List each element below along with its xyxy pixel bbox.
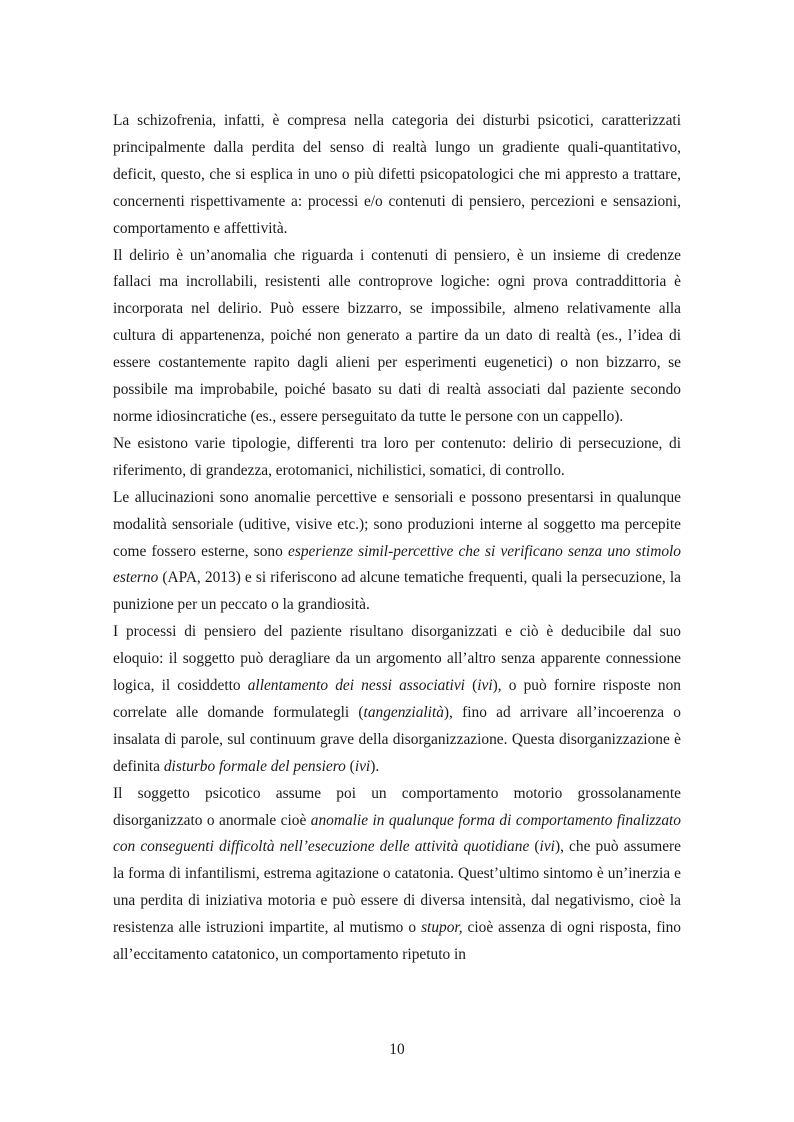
italic-text-run: disturbo formale del pensiero — [163, 757, 346, 775]
text-run: ), che può assumere la forma di infantilismi, estrema agitazione o catatonia. Quest’ultimo sintomo è un’inerzia e una perdita di iniziativa motoria e può essere di diversa intensità, dal negativismo, cioè la resistenza alle istruzioni impartite, al mutismo o — [113, 838, 681, 937]
paragraph — [113, 619, 681, 780]
italic-text-run: esperienze simil-percettive che si verificano senza uno stimolo esterno — [113, 542, 681, 587]
page-number: 10 — [389, 1041, 405, 1058]
text-run: Le allucinazioni sono anomalie percettive e sensoriali e possono presentarsi in qualunque modalità sensoriale (uditive, visive etc.); sono produzioni interne al soggetto ma percepite come fossero esterne, sono — [113, 488, 681, 560]
text-run: ( — [529, 838, 540, 856]
italic-text-run: ivi — [477, 677, 493, 695]
text-run: ), o può fornire risposte non correlate alle domande formulategli ( — [113, 677, 681, 721]
text-run: Il soggetto psicotico assume poi un comportamento motorio grossolanamente disorganizzato o anormale cioè — [113, 784, 681, 829]
italic-text-run: allentamento dei nessi associativi — [247, 677, 465, 695]
paragraph — [113, 431, 681, 485]
paragraph — [113, 781, 681, 969]
italic-text-run: stupor, — [421, 919, 463, 937]
text-run: ), fino ad arrivare all’incoerenza o insalata di parole, sul continuum grave della disorganizzazione. Questa disorganizzazione è definita — [113, 703, 682, 775]
text-run: La schizofrenia, infatti, è compresa nella categoria dei disturbi psicotici, caratterizzati principalmente dalla perdita del senso di realtà lungo un gradiente quali-quantitativo, deficit, questo, che si esplica in uno o più difetti psicopatologici che mi appresto a trattare, concernenti rispettivamente a: processi e/o contenuti di pensiero, percezioni e sensazioni, comportamento e affettività. — [113, 112, 681, 237]
paragraph — [113, 485, 681, 620]
italic-text-run: tangenzialità — [363, 703, 444, 721]
text-run: ( — [345, 757, 355, 775]
italic-text-run: anomalie in qualunque forma di comportamento finalizzato con conseguenti difficoltà nell’esecuzione delle attività quotidiane — [113, 811, 681, 856]
text-run: ( — [464, 677, 478, 695]
text-run: ). — [370, 757, 380, 775]
text-run: Ne esistono varie tipologie, differenti tra loro per contenuto: delirio di persecuzione, di riferimento, di grandezza, erotomanici, nichilistici, somatici, di controllo. — [113, 434, 681, 479]
italic-text-run: ivi — [539, 838, 555, 856]
text-run: Il delirio è un’anomalia che riguarda i contenuti di pensiero, è un insieme di credenze fallaci ma incrollabili, resistenti alle controprove logiche: ogni prova contraddittoria è incorporata nel delirio. Può essere bizzarro, se impossibile, almeno relativamente alla cultura di appartenenza, poiché non generato a partire da un dato di realtà (es., l’idea di essere costantemente rapito dagli alieni per esperimenti eugenetici) o non bizzarro, se possibile ma improbabile, poiché basato su dati di realtà associati dal paziente secondo norme idiosincratiche (es., essere perseguitato da tutte le persone con un cappello). — [113, 246, 681, 425]
text-run: (APA, 2013) e si riferiscono ad alcune tematiche frequenti, quali la persecuzione, la punizione per un peccato o la grandiosità. — [113, 569, 681, 614]
paragraph — [113, 108, 681, 243]
italic-text-run: ivi — [354, 757, 371, 775]
text-run: cioè assenza di ogni risposta, fino all’eccitamento catatonico, un comportamento ripetuto in — [113, 919, 681, 964]
text-run: I processi di pensiero del paziente risultano disorganizzati e ciò è deducibile dal suo eloquio: il soggetto può deragliare da un argomento all’altro senza apparente connessione logica, il cosiddetto — [113, 623, 681, 695]
paragraph — [113, 243, 681, 431]
body-text — [113, 108, 681, 969]
